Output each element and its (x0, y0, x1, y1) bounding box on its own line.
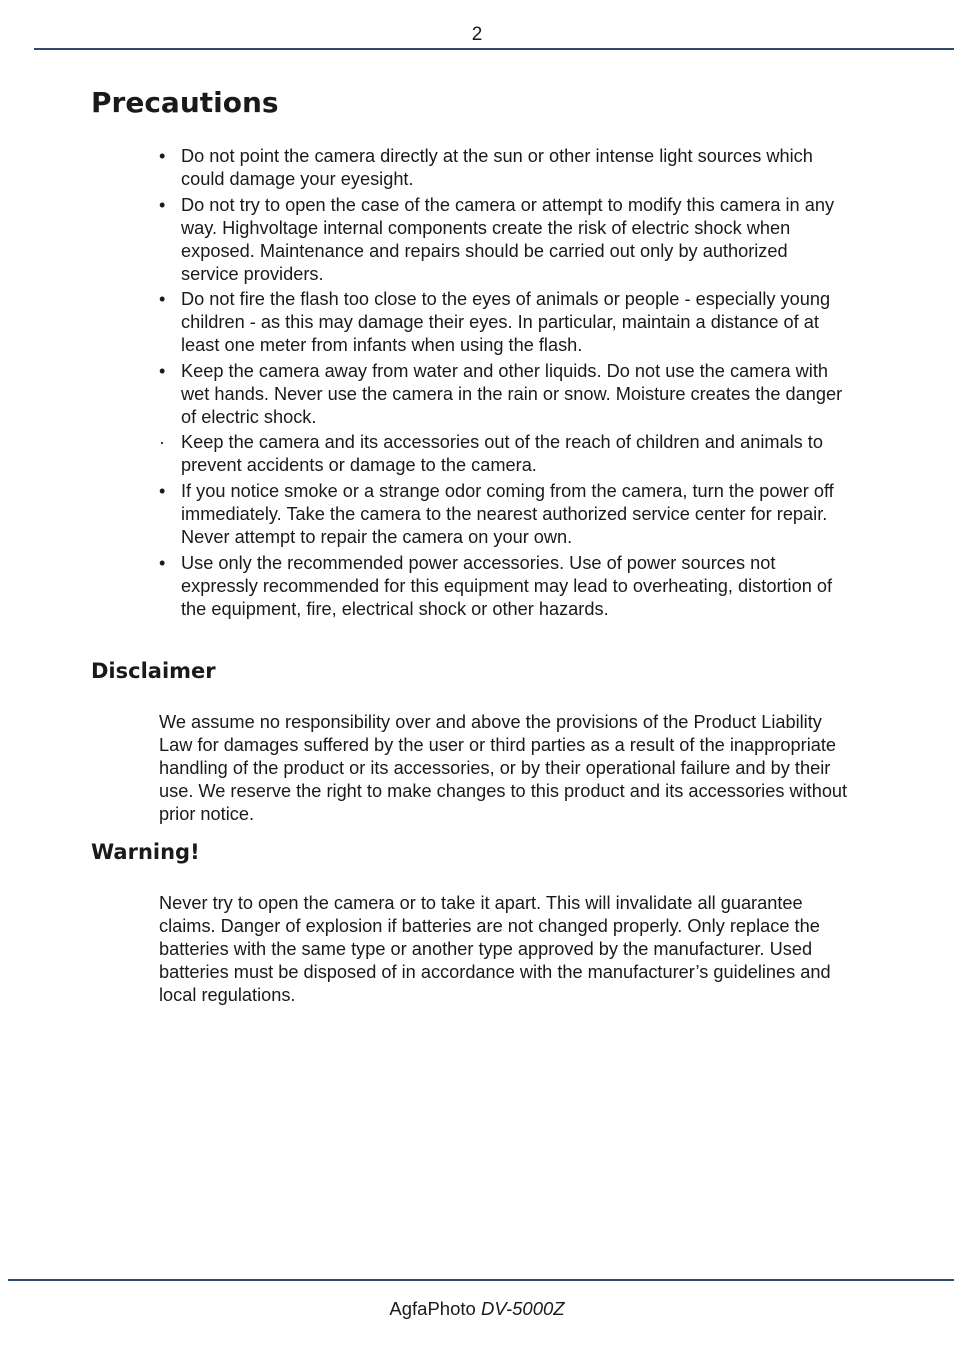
list-item (159, 194, 849, 286)
page-number: 2 (471, 24, 483, 45)
footer-model: DV-5000Z (480, 1298, 565, 1319)
list-item (159, 552, 849, 621)
bullet-marker: · (159, 432, 166, 453)
bullet-marker: • (159, 194, 166, 215)
list-item-text: Keep the camera away from water and other liquids. Do not use the camera with wet hands. Never use the camera in the rain or snow. Moisture creates the danger of electric shock. (181, 360, 843, 427)
list-item (159, 431, 849, 477)
bullet-marker: • (159, 360, 166, 381)
footer-brand: AgfaPhoto (389, 1298, 476, 1319)
list-item (159, 145, 849, 191)
list-item (159, 288, 849, 357)
disclaimer-text: We assume no responsibility over and above the provisions of the Product Liability Law for damages suffered by the user or third parties as a result of the inappropriate handling of the product or its accessories, or by their operational failure and by their use. We reserve the right to make changes to this product and its accessories without prior notice. (159, 712, 848, 824)
warning-text: Never try to open the camera or to take it apart. This will invalidate all guarantee claims. Danger of explosion if batteries are not changed properly. Only replace the batteries with the same type or another type approved by the manufacturer. Used batteries must be disposed of in accordance with the manufacturer’s guidelines and local regulations. (159, 893, 831, 1005)
warning-heading: Warning! (91, 840, 200, 864)
bullet-marker: • (159, 480, 166, 501)
list-item-text: Keep the camera and its accessories out of the reach of children and animals to prevent accidents or damage to the camera. (181, 432, 823, 476)
list-item-text: Do not fire the flash too close to the eyes of animals or people - especially young children - as this may damage their eyes. In particular, maintain a distance of at least one meter from infants when using the flash. (181, 289, 831, 356)
precautions-heading: Precautions (91, 86, 279, 119)
list-item-text: If you notice smoke or a strange odor coming from the camera, turn the power off immediately. Take the camera to the nearest authorized service center for repair. Never attempt to repair the camera on your own. (181, 480, 834, 547)
bullet-marker: • (159, 146, 166, 166)
precautions-list (159, 145, 849, 623)
disclaimer-heading: Disclaimer (91, 659, 216, 683)
bullet-marker: • (159, 552, 166, 573)
footer-rule (8, 1279, 954, 1281)
footer (0, 1298, 954, 1320)
header-rule (34, 48, 954, 50)
list-item (159, 360, 849, 429)
list-item-text: Use only the recommended power accessories. Use of power sources not expressly recommended for this equipment may lead to overheating, distortion of the equipment, fire, electrical shock or other hazards. (181, 552, 833, 619)
list-item (159, 480, 849, 549)
list-item-text: Do not point the camera directly at the sun or other intense light sources which could damage your eyesight. (181, 146, 813, 189)
bullet-marker: • (159, 289, 166, 310)
list-item-text: Do not try to open the case of the camera or attempt to modify this camera in any way. Highvoltage internal components create the risk of electric shock when exposed. Maintenance and repairs should be carried out only by authorized service providers. (181, 194, 835, 284)
